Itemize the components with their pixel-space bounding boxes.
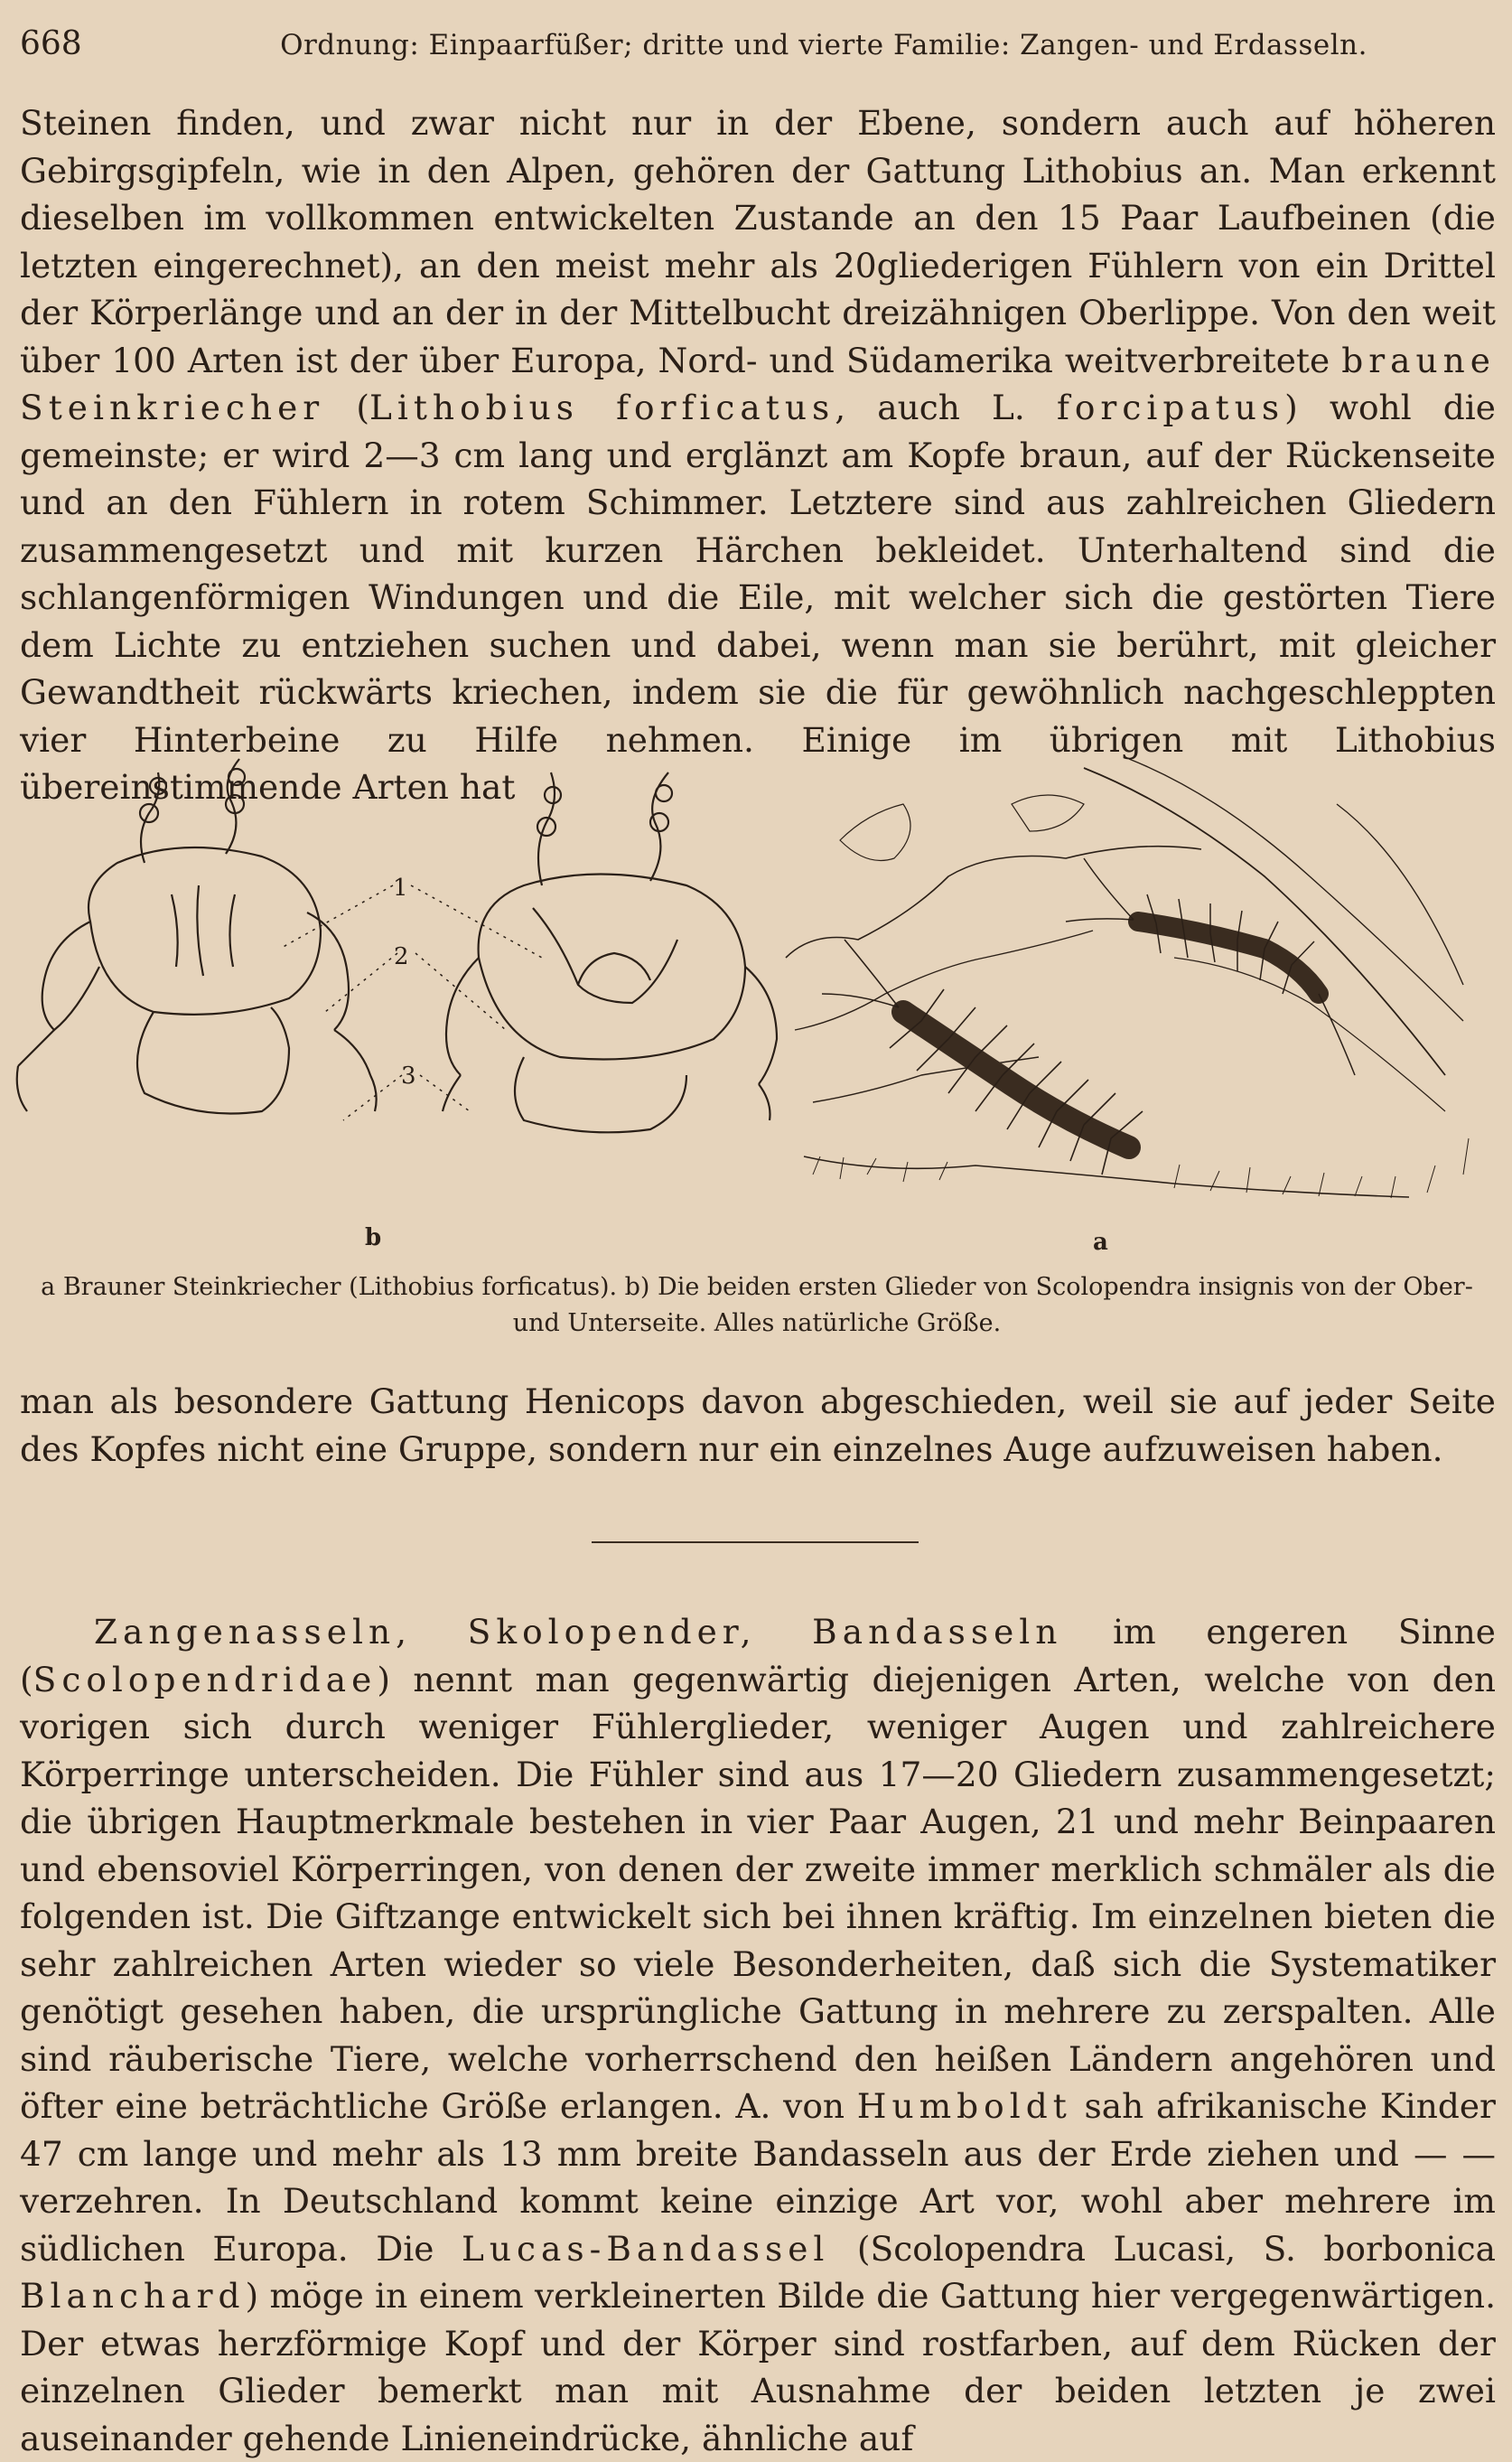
emphasis-common-name: braune Steinkriecher [20, 340, 1496, 427]
text-run: ( [324, 388, 369, 427]
caption-line-2: und Unterseite. Alles natürliche Größe. [512, 1309, 1002, 1337]
label-1: 1 [393, 875, 408, 902]
text-run: ) nennt man gegenwärtig diejenigen Arten, welche von den vorigen sich durch weniger Fühlerglieder, weniger Augen und zahlreichere Körperringe unterscheiden. Die Fühler sind aus 17—20 Gliedern zusammengesetzt; die übrigen Hauptmerkmale bestehen in vier Paar Augen, 21 und mehr Beinpaaren und ebensoviel Körperringen, von denen der zweite immer merklich schmäler als die folgenden ist. Die Giftzange entwickelt sich bei ihnen kräftig. Im einzelnen bieten die sehr zahlreichen Arten wieder so viele Besonderheiten, daß sich die Systematiker genötigt gesehen haben, die ursprüngliche Gattung in mehrere zu zerspalten. Alle sind räuberische Tiere, welche vorherrschend den heißen Ländern angehören und öfter eine beträchtliche Größe erlangen. A. von [20, 1659, 1496, 2126]
text-run: im engeren Sinne ( [20, 1612, 1496, 1699]
text-run: (Scolopendra Lucasi, S. borbonica [829, 2228, 1496, 2269]
emphasis-synonym: forcipatus [1056, 388, 1285, 427]
head-segment-dorsal [17, 759, 377, 1114]
paragraph-lithobius [20, 99, 1496, 811]
figure-illustration [0, 750, 1512, 1265]
text-run: ) wohl die gemeinste; er wird 2—3 cm lang und erglänzt am Kopfe braun, auf der Rückenseite und an den Fühlern in rotem Schimmer. Letztere sind aus zahlreichen Gliedern zusammengesetzt und mit kurzen Härchen bekleidet. Unterhaltend sind die schlangenförmigen Windungen und die Eile, mit welcher sich die gestörten Tiere dem Lichte zu entziehen suchen und dabei, wenn man sie berührt, mit gleicher Gewandtheit rückwärts kriechen, indem sie die für gewöhnlich nachgeschleppten vier Hinterbeine zu Hilfe nehmen. Einige im übrigen mit Lithobius übereinstimmende Arten hat [20, 388, 1496, 807]
lithobius-scene [786, 759, 1469, 1198]
emphasis-family-name: Scolopendridae [33, 1659, 378, 1699]
text-run: Steinen finden, und zwar nicht nur in der Ebene, sondern auch auf höheren Gebirgsgipfeln, wie in den Alpen, gehören der Gattung Lithobius an. Man erkennt dieselben im vollkommen entwickelten Zustande an den 15 Paar Laufbeinen (die letzten eingerechnet), an den meist mehr als 20gliederigen Fühlern von ein Drittel der Körperlänge und an der in der Mittelbucht dreizähnigen Oberlippe. Von den weit über 100 Arten ist der über Europa, Nord- und Südamerika weitverbreitete [20, 103, 1496, 380]
head-segment-ventral [443, 772, 777, 1132]
page-header [20, 25, 1492, 70]
caption-line-1: a Brauner Steinkriecher (Lithobius forficatus). b) Die beiden ersten Glieder von Scolopendra insignis von der Ober- [41, 1273, 1473, 1301]
paragraph-scolopendridae [20, 1608, 1496, 2462]
running-head: Ordnung: Einpaarfüßer; dritte und vierte Familie: Zangen- und Erdasseln. [280, 29, 1367, 61]
page-number: 668 [20, 25, 82, 62]
emphasis-author-name: Blanchard [20, 2276, 246, 2316]
figure-caption [16, 1269, 1498, 1342]
paragraph-henicops: man als besondere Gattung Henicops davon abgeschieden, weil sie auf jeder Seite des Kopfes nicht eine Gruppe, sondern nur ein einzelnes Auge aufzuweisen haben. [20, 1381, 1496, 1469]
text-run: ) möge in einem verkleinerten Bilde die Gattung hier vergegenwärtigen. Der etwas herzförmige Kopf und der Körper sind rostfarben, auf dem Rücken der einzelnen Glieder bemerkt man mit Ausnahme der beiden letzten je zwei auseinander gehende Linieneindrücke, ähnliche auf [20, 2276, 1496, 2458]
label-2: 2 [394, 943, 409, 970]
emphasis-latin-name: Lithobius forficatus [369, 388, 835, 427]
text-run: sah afrikanische Kinder 47 cm lange und mehr als 13 mm breite Bandasseln aus der Erde ziehen und — — verzehren. In Deutschland kommt keine einzige Art vor, wohl aber mehrere im südlichen Europa. Die [20, 2086, 1496, 2269]
section-heading-names: Zangenasseln, Skolopender, Bandasseln [94, 1612, 1063, 1652]
figure-letter-a: a [1093, 1229, 1108, 1256]
engraving-illustration [0, 750, 1512, 1220]
section-divider [592, 1541, 919, 1543]
emphasis-species-name: Lucas-Bandassel [461, 2228, 830, 2269]
figure-letter-b: b [365, 1224, 382, 1251]
emphasis-person-name: Humboldt [856, 2086, 1072, 2126]
text-run: , auch L. [835, 388, 1057, 427]
label-3: 3 [401, 1062, 416, 1090]
